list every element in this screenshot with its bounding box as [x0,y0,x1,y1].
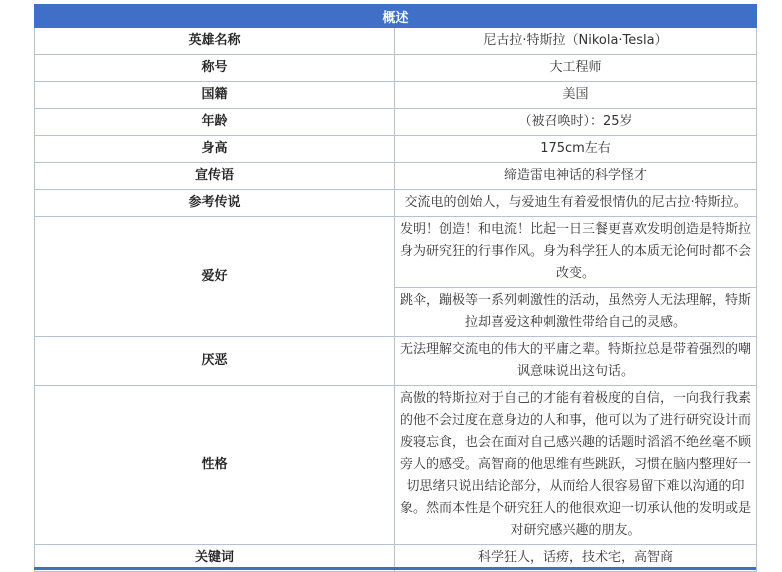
table-row [35,28,757,55]
table-row [35,109,757,136]
table-bottom-border [34,567,756,570]
row-value-slogan: 缔造雷电神话的科学怪才 [395,163,757,190]
profile-table [34,4,757,572]
table-header-row [35,5,757,28]
row-key-legend: 参考传说 [35,190,395,217]
row-key-nation: 国籍 [35,82,395,109]
row-key-character: 性格 [35,386,395,545]
row-value-hobby-1: 发明！创造！和电流！比起一日三餐更喜欢发明创造是特斯拉身为研究狂的行事作风。身为科学狂人的本质无论何时都不会改变。 [395,217,757,288]
row-value-dislike: 无法理解交流电的伟大的平庸之辈。特斯拉总是带着强烈的嘲讽意味说出这句话。 [395,337,757,386]
row-value-age: （被召唤时）：25岁 [395,109,757,136]
table-row [35,55,757,82]
row-key-name: 英雄名称 [35,28,395,55]
table-row [35,386,757,545]
row-key-slogan: 宣传语 [35,163,395,190]
table-row [35,217,757,288]
table-row [35,337,757,386]
table-row [35,136,757,163]
row-value-character: 高傲的特斯拉对于自己的才能有着极度的自信，一向我行我素的他不会过度在意身边的人和事，他可以为了进行研究设计而废寝忘食，也会在面对自己感兴趣的话题时滔滔不绝丝毫不顾旁人的感受。高智商的他思维有些跳跃，习惯在脑内整理好一切思绪只说出结论部分，从而给人很容易留下难以沟通的印象。然而本性是个研究狂人的他很欢迎一切承认他的发明或是对研究感兴趣的朋友。 [395,386,757,545]
row-value-legend: 交流电的创始人，与爱迪生有着爱恨情仇的尼古拉·特斯拉。 [395,190,757,217]
row-value-nation: 美国 [395,82,757,109]
profile-table-wrapper [34,4,756,572]
table-row [35,82,757,109]
row-key-height: 身高 [35,136,395,163]
table-header: 概述 [35,5,757,28]
table-row [35,190,757,217]
table-row [35,163,757,190]
row-value-title: 大工程师 [395,55,757,82]
row-key-hobby: 爱好 [35,217,395,337]
row-value-height: 175cm左右 [395,136,757,163]
row-key-title: 称号 [35,55,395,82]
row-key-dislike: 厌恶 [35,337,395,386]
row-key-keywords: 关键词 [35,545,395,572]
row-key-age: 年龄 [35,109,395,136]
row-value-name: 尼古拉·特斯拉（Nikola·Tesla） [395,28,757,55]
row-value-hobby-2: 跳伞，蹦极等一系列刺激性的活动，虽然旁人无法理解，特斯拉却喜爱这种刺激性带给自己的灵感。 [395,288,757,337]
row-value-keywords: 科学狂人，话痨，技术宅，高智商 [395,545,757,572]
